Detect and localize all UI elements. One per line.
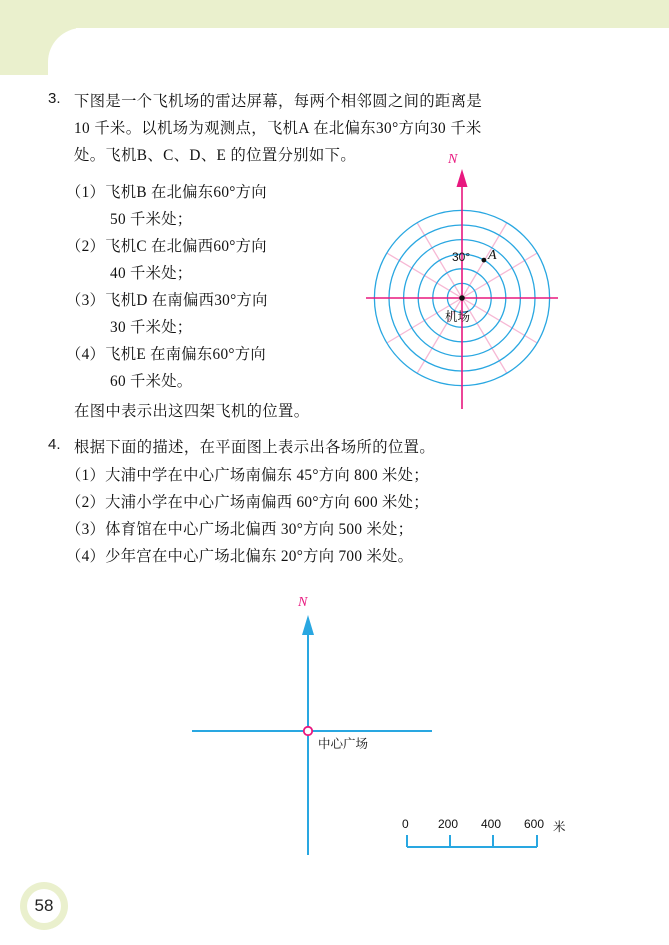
radar-figure-svg bbox=[360, 155, 575, 415]
plan-scale-tick-200: 200 bbox=[438, 817, 459, 831]
question-3-item-4-text: 飞机E 在南偏东60°方向 bbox=[105, 346, 267, 363]
question-3-number: 3. bbox=[48, 90, 61, 107]
header-band bbox=[0, 0, 669, 28]
question-3-item-2-marker: （2） bbox=[66, 238, 106, 255]
question-4-stem-line-1: 根据下面的描述，在平面图上表示出各场所的位置。 bbox=[74, 439, 436, 456]
radar-center-point bbox=[459, 295, 465, 301]
question-3-item-1-text: 飞机B 在北偏东60°方向 bbox=[105, 184, 267, 201]
page-number: 58 bbox=[27, 889, 61, 923]
question-3-closing: 在图中表示出这四架飞机的位置。 bbox=[74, 403, 310, 420]
question-3-item-2-line-2: 40 千米处； bbox=[110, 264, 193, 282]
question-4-item-4-text: 少年宫在中心广场北偏东 20°方向 700 米处。 bbox=[105, 548, 414, 565]
question-3-item-2 bbox=[66, 234, 267, 287]
radar-north-arrowhead bbox=[457, 169, 468, 187]
radar-center-label: 机场 bbox=[445, 310, 471, 324]
question-3-item-1-line-1 bbox=[66, 180, 267, 207]
plan-scale-tick-400: 400 bbox=[481, 817, 502, 831]
question-3-item-3-text: 飞机D 在南偏西30°方向 bbox=[105, 292, 268, 309]
question-4-item-3 bbox=[66, 517, 413, 544]
radar-angle-label: 30° bbox=[452, 250, 471, 264]
question-4-item-1-marker: （1） bbox=[66, 467, 106, 484]
radar-point-a-label: A bbox=[488, 248, 497, 263]
plan-scale-tick-600: 600 bbox=[524, 817, 545, 831]
question-4-item-3-text: 体育馆在中心广场北偏西 30°方向 500 米处； bbox=[105, 521, 414, 538]
question-3-item-4-line-1 bbox=[66, 342, 266, 369]
question-4-item-1-text: 大浦中学在中心广场南偏东 45°方向 800 米处； bbox=[105, 467, 429, 484]
question-3-item-1-marker: （1） bbox=[66, 184, 106, 201]
question-3-item-3 bbox=[66, 288, 268, 341]
question-3-item-3-line-2: 30 千米处； bbox=[110, 318, 193, 336]
question-3-stem-line-3: 处。飞机B、C、D、E 的位置分别如下。 bbox=[74, 147, 357, 164]
question-3-stem-line-1: 下图是一个飞机场的雷达屏幕，每两个相邻圆之间的距离是 bbox=[74, 93, 483, 110]
question-4-number: 4. bbox=[48, 436, 61, 453]
question-4-item-3-marker: （3） bbox=[66, 521, 106, 538]
plan-figure-svg bbox=[185, 595, 565, 870]
question-4-item-1 bbox=[66, 463, 429, 490]
question-3-item-2-text: 飞机C 在北偏西60°方向 bbox=[105, 238, 267, 255]
plan-origin-marker bbox=[304, 727, 312, 735]
question-3-item-2-line-1 bbox=[66, 234, 267, 261]
plan-scale-tick-0: 0 bbox=[402, 817, 409, 831]
plan-origin-label: 中心广场 bbox=[318, 737, 369, 751]
question-3-item-4-marker: （4） bbox=[66, 346, 106, 363]
plan-north-label: N bbox=[298, 595, 308, 610]
question-3-item-1 bbox=[66, 180, 267, 233]
question-4-item-2 bbox=[66, 490, 429, 517]
question-3-stem-line-2: 10 千米。以机场为观测点，飞机A 在北偏东30°方向30 千米 bbox=[74, 120, 482, 137]
page-number-badge bbox=[20, 882, 68, 930]
plan-scale-unit: 米 bbox=[553, 820, 566, 834]
question-4-item-4-marker: （4） bbox=[66, 548, 106, 565]
radar-point-a-marker bbox=[482, 258, 487, 263]
question-3-item-4 bbox=[66, 342, 266, 395]
question-3-item-3-marker: （3） bbox=[66, 292, 106, 309]
plan-scale-bar bbox=[407, 835, 537, 847]
question-3-item-4-line-2: 60 千米处。 bbox=[110, 372, 193, 390]
question-3-item-3-line-1 bbox=[66, 288, 268, 315]
radar-figure bbox=[360, 152, 575, 415]
question-4-item-2-marker: （2） bbox=[66, 494, 106, 511]
question-4-item-4 bbox=[66, 544, 413, 571]
question-3-item-1-line-2: 50 千米处； bbox=[110, 210, 193, 228]
plan-north-arrowhead bbox=[302, 615, 314, 635]
question-4-item-2-text: 大浦小学在中心广场南偏西 60°方向 600 米处； bbox=[105, 494, 429, 511]
plan-figure bbox=[185, 595, 565, 870]
radar-north-label: N bbox=[448, 152, 458, 167]
